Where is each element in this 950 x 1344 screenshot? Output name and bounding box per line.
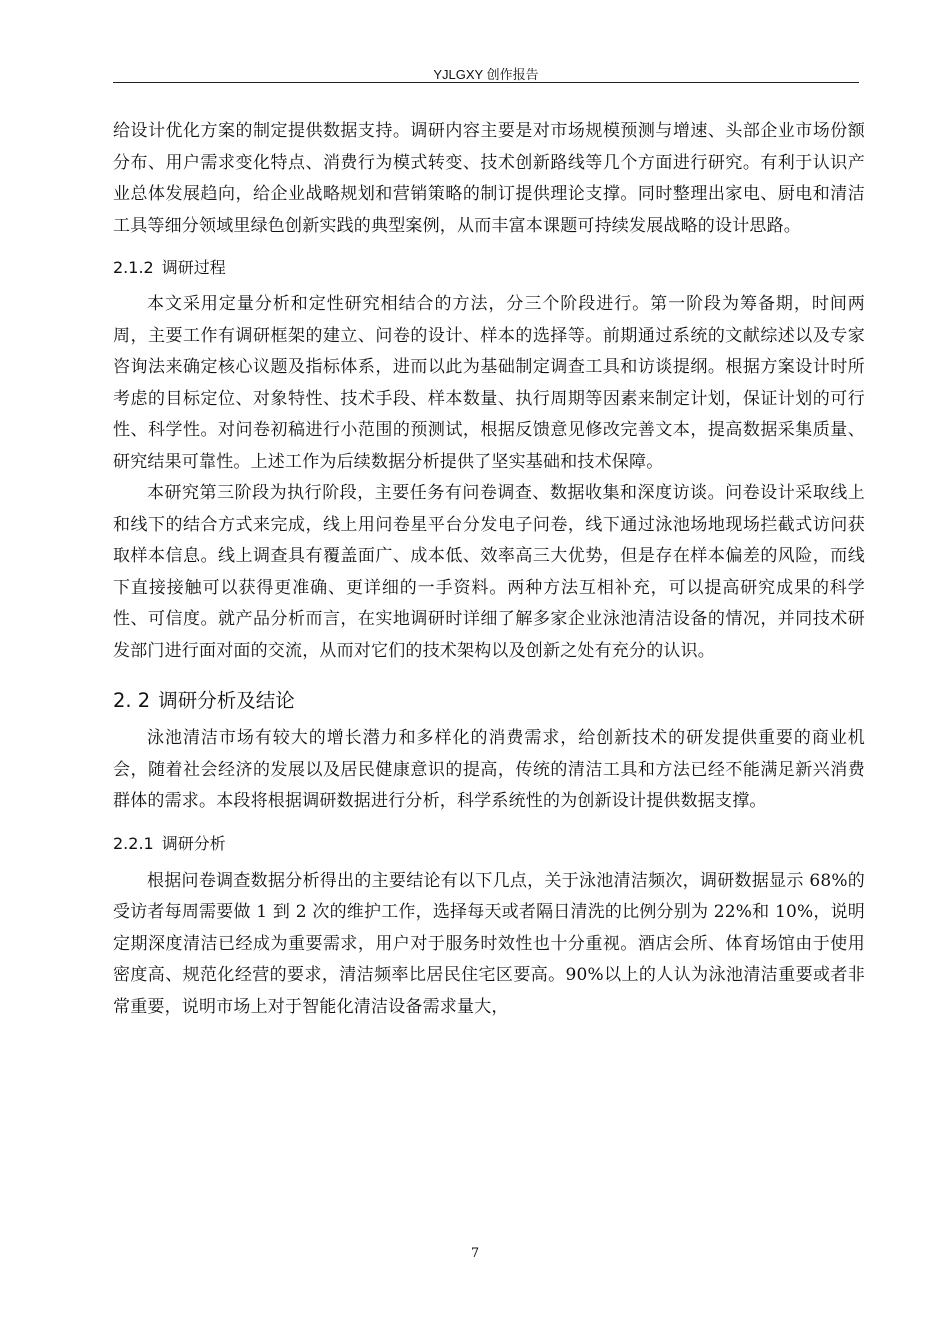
page-number: 7 (470, 1246, 480, 1261)
paragraph-continued: 给设计优化方案的制定提供数据支持。调研内容主要是对市场规模预测与增速、头部企业市场份额分布、用户需求变化特点、消费行为模式转变、技术创新路线等几个方面进行研究。有利于认识产业总体发展趋向，给企业战略规划和营销策略的制订提供理论支撑。同时整理出家电、厨电和清洁工具等细分领域里绿色创新实践的典型案例，从而丰富本课题可持续发展战略的设计思路。 (113, 121, 865, 236)
page-header: YJLGXY 创作报告 (433, 67, 539, 82)
paragraph-analysis-intro: 泳池清洁市场有较大的增长潜力和多样化的消费需求，给创新技术的研发提供重要的商业机会，随着社会经济的发展以及居民健康意识的提高，传统的清洁工具和方法已经不能满足新兴消费群体的需求。本段将根据调研数据进行分析，科学系统性的为创新设计提供数据支撑。 (113, 728, 865, 811)
heading-2-2-1 (113, 832, 865, 856)
header-divider (113, 82, 859, 83)
paragraph-survey-findings: 根据问卷调查数据分析得出的主要结论有以下几点，关于泳池清洁频次，调研数据显示 68%的受访者每周需要做 1 到 2 次的维护工作，选择每天或者隔日清洗的比例分别为 22%和 10%，说明定期深度清洁已经成为重要需求，用户对于服务时效性也十分重视。酒店会所、体育场馆由于使用密度高、规范化经营的要求，清洁频率比居民住宅区要高。90%以上的人认为泳池清洁重要或者非常重要，说明市场上对于智能化清洁设备需求量大， (113, 870, 865, 1017)
heading-number: 2.2.1 (113, 833, 154, 853)
heading-2-1-2 (113, 256, 865, 280)
document-body (113, 116, 865, 1023)
heading-number: 2.1.2 (113, 258, 154, 277)
heading-2-2 (113, 687, 865, 715)
heading-title: 调研分析及结论 (158, 689, 295, 712)
paragraph-execution-phase: 本研究第三阶段为执行阶段，主要任务有问卷调查、数据收集和深度访谈。问卷设计采取线上和线下的结合方式来完成，线上用问卷星平台分发电子问卷，线下通过泳池场地现场拦截式访问获取样本信息。线上调查具有覆盖面广、成本低、效率高三大优势，但是存在样本偏差的风险，而线下直接接触可以获得更准确、更详细的一手资料。两种方法互相补充，可以提高研究成果的科学性、可信度。就产品分析而言，在实地调研时详细了解多家企业泳池清洁设备的情况，并同技术研发部门进行面对面的交流，从而对它们的技术架构以及创新之处有充分的认识。 (113, 483, 865, 661)
heading-number: 2. 2 (113, 689, 151, 712)
heading-title: 调研过程 (161, 258, 226, 277)
paragraph-research-process: 本文采用定量分析和定性研究相结合的方法，分三个阶段进行。第一阶段为筹备期，时间两周，主要工作有调研框架的建立、问卷的设计、样本的选择等。前期通过系统的文献综述以及专家咨询法来确定核心议题及指标体系，进而以此为基础制定调查工具和访谈提纲。根据方案设计时所考虑的目标定位、对象特性、技术手段、样本数量、执行周期等因素来制定计划，保证计划的可行性、科学性。对问卷初稿进行小范围的预测试，根据反馈意见修改完善文本，提高数据采集质量、研究结果可靠性。上述工作为后续数据分析提供了坚实基础和技术保障。 (113, 294, 865, 472)
heading-title: 调研分析 (161, 833, 226, 853)
